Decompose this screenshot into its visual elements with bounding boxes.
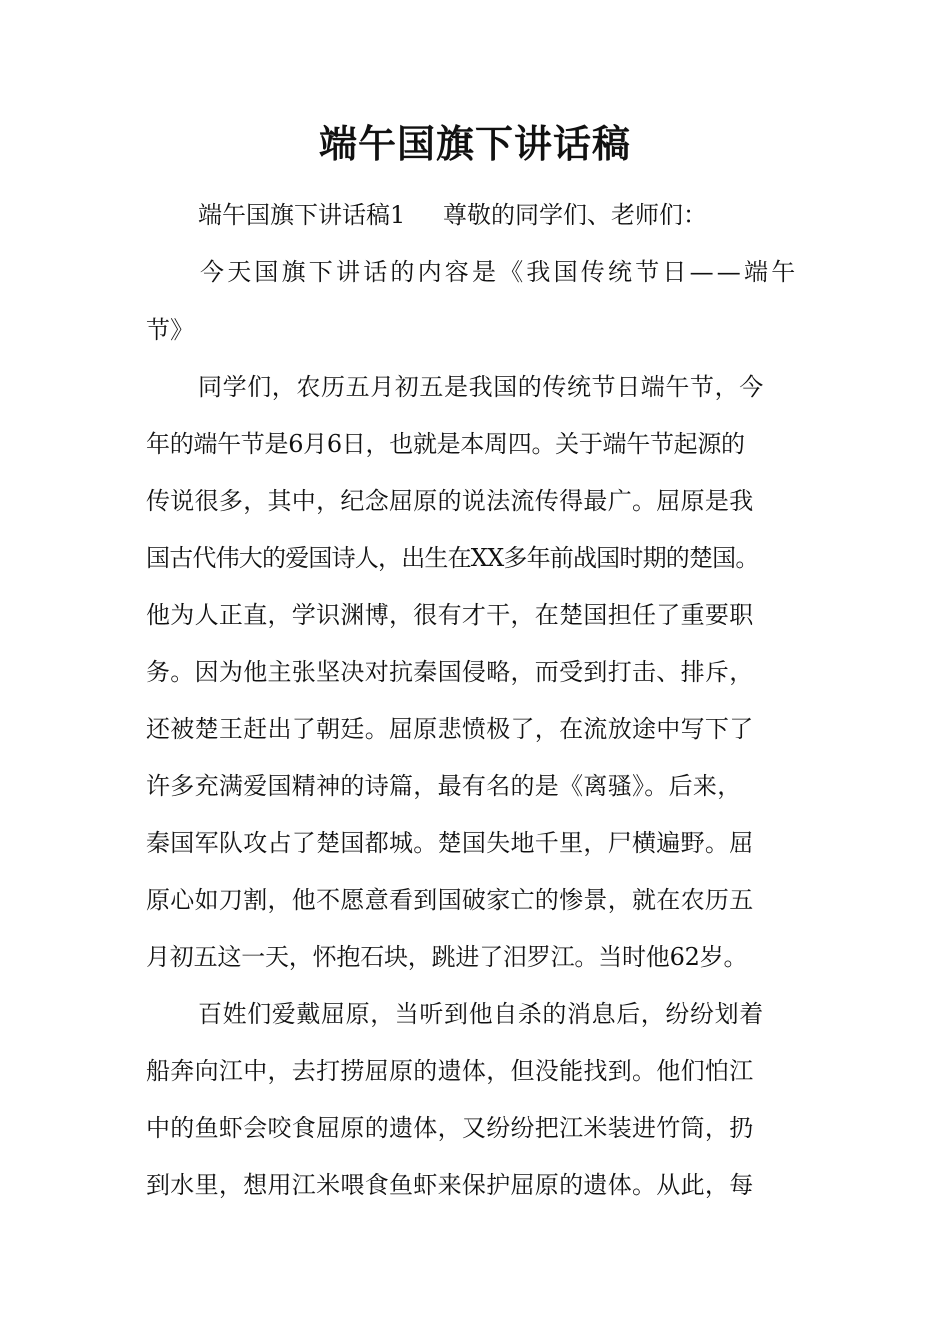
salutation: 尊敬的同学们、老师们： (443, 201, 707, 229)
paragraph-line: 月初五这一天，怀抱石块，跳进了汨罗江。当时他62岁。 (146, 943, 748, 971)
paragraph-line: 还被楚王赶出了朝廷。屈原悲愤极了，在流放途中写下了 (146, 715, 754, 743)
subtitle-heading: 端午国旗下讲话稿1 (198, 201, 406, 229)
paragraph-line: 传说很多，其中，纪念屈原的说法流传得最广。屈原是我 (146, 487, 754, 515)
paragraph-line: 中的鱼虾会咬食屈原的遗体，又纷纷把江米装进竹筒，扔 (146, 1114, 754, 1142)
paragraph-line: 务。因为他主张坚决对抗秦国侵略，而受到打击、排斥， (146, 658, 754, 686)
document-title: 端午国旗下讲话稿 (318, 121, 631, 166)
topic-line-2: 节》 (146, 316, 194, 344)
paragraph-line: 原心如刀割，他不愿意看到国破家亡的惨景，就在农历五 (146, 886, 754, 914)
paragraph-line: 秦国军队攻占了楚国都城。楚国失地千里，尸横遍野。屈 (146, 829, 754, 857)
paragraph-line: 年的端午节是6月6日，也就是本周四。关于端午节起源的 (146, 430, 745, 458)
paragraph-line: 许多充满爱国精神的诗篇，最有名的是《离骚》。后来， (146, 772, 742, 800)
paragraph-line: 船奔向江中，去打捞屈原的遗体，但没能找到。他们怕江 (146, 1057, 754, 1085)
paragraph-line: 国古代伟大的爱国诗人，出生在XX多年前战国时期的楚国。 (146, 544, 759, 572)
paragraph-line: 他为人正直，学识渊博，很有才干，在楚国担任了重要职 (146, 601, 754, 629)
paragraph-line: 同学们，农历五月初五是我国的传统节日端午节，今 (198, 373, 764, 401)
paragraph-line: 百姓们爱戴屈原，当听到他自杀的消息后，纷纷划着 (198, 1000, 764, 1028)
paragraph-line: 到水里，想用江米喂食鱼虾来保护屈原的遗体。从此，每 (146, 1171, 754, 1199)
topic-line-1: 今天国旗下讲话的内容是《我国传统节日——端午 (200, 258, 799, 286)
